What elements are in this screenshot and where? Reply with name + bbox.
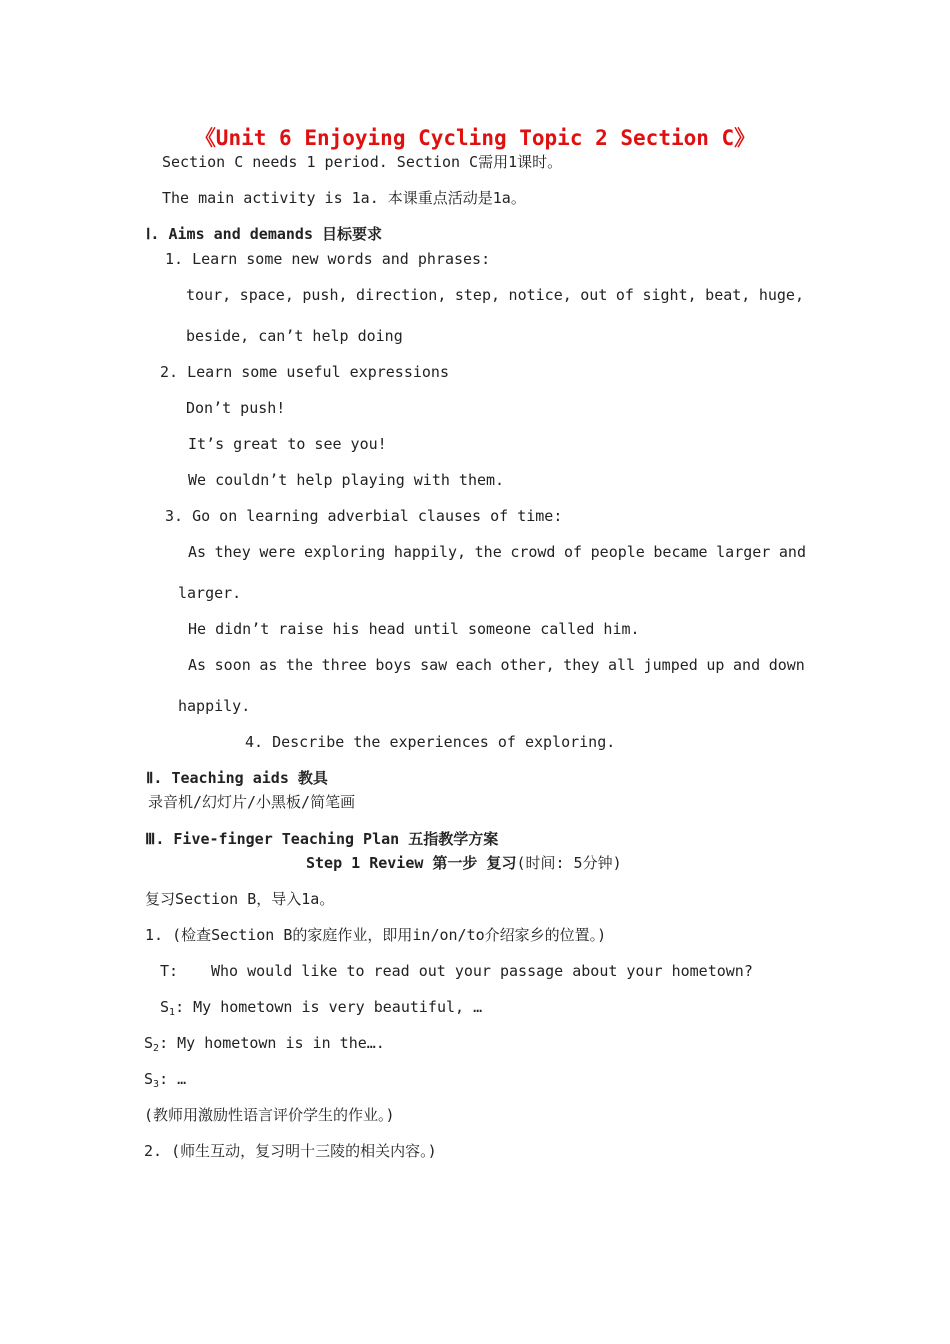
expression: We couldn’t help playing with them. xyxy=(188,471,505,489)
student-3-line: $S_3$: … xyxy=(144,1070,187,1090)
example-sentence-3 xyxy=(188,656,805,674)
word: huge, xyxy=(758,286,804,304)
word-list-continued: beside, can’t help doing xyxy=(186,327,403,345)
section-3-heading: Ⅲ. Five-finger Teaching Plan 五指教学方案 xyxy=(145,830,499,848)
word: the xyxy=(285,656,314,674)
section-1-heading: Ⅰ. Aims and demands 目标要求 xyxy=(146,225,383,243)
review-line: 复习Section B，导入1a。 xyxy=(145,890,335,908)
word: jumped xyxy=(643,656,698,674)
word: exploring xyxy=(304,543,386,561)
intro-main-activity: The main activity is 1a. 本课重点活动是1a。 xyxy=(162,189,526,207)
word: larger xyxy=(716,543,771,561)
word: out xyxy=(580,286,608,304)
intro-period: Section C needs 1 period. Section C需用1课时。 xyxy=(162,153,563,171)
procedure-2: 2. (师生互动，复习明十三陵的相关内容。) xyxy=(144,1142,437,1160)
word: down xyxy=(768,656,805,674)
word-list xyxy=(186,286,804,304)
step-heading xyxy=(306,854,622,872)
example-sentence-1-continued: larger. xyxy=(178,584,242,602)
word: became xyxy=(653,543,708,561)
word: as xyxy=(259,656,278,674)
student-2-line: $S_2$: My hometown is in the…. xyxy=(144,1034,385,1054)
word: they xyxy=(214,543,251,561)
student-1-line: $S_1$: My hometown is very beautiful, … xyxy=(160,998,483,1018)
teacher-line: Who would like to read out your passage about your hometown? xyxy=(211,962,753,980)
aim-item-2: 2. Learn some useful expressions xyxy=(160,363,449,381)
example-sentence-2: He didn’t raise his head until someone called him. xyxy=(188,620,640,638)
word: each xyxy=(455,656,492,674)
word: beat, xyxy=(705,286,751,304)
expression: Don’t push! xyxy=(186,399,286,417)
word: notice, xyxy=(508,286,572,304)
word: saw xyxy=(420,656,448,674)
section-2-heading: Ⅱ. Teaching aids 教具 xyxy=(146,769,328,787)
word: space, xyxy=(239,286,294,304)
word: step, xyxy=(454,286,501,304)
word: boys xyxy=(375,656,412,674)
word: and xyxy=(778,543,806,561)
example-sentence-1 xyxy=(188,543,806,561)
aim-item-1: 1. Learn some new words and phrases: xyxy=(165,250,491,268)
example-sentence-3-continued: happily. xyxy=(178,697,251,715)
teaching-aids-list: 录音机/幻灯片/小黑板/简笔画 xyxy=(148,793,356,811)
word: up xyxy=(706,656,725,674)
word: happily, xyxy=(393,543,467,561)
word: of xyxy=(615,286,634,304)
aim-item-3: 3. Go on learning adverbial clauses of time: xyxy=(165,507,563,525)
expression: It’s great to see you! xyxy=(188,435,387,453)
word: of xyxy=(564,543,583,561)
word: three xyxy=(321,656,367,674)
word: push, xyxy=(302,286,348,304)
word: As xyxy=(188,656,207,674)
word: the xyxy=(474,543,502,561)
word: other, xyxy=(500,656,555,674)
word: sight, xyxy=(642,286,697,304)
word: tour, xyxy=(186,286,232,304)
word: and xyxy=(733,656,761,674)
word: As xyxy=(188,543,207,561)
word: were xyxy=(259,543,296,561)
step-title: Step 1 Review 第一步 复习 xyxy=(306,854,517,872)
step-time: (时间: 5分钟) xyxy=(516,854,622,872)
word: direction, xyxy=(356,286,447,304)
procedure-1: 1. (检查Section B的家庭作业，即用in/on/to介绍家乡的位置。) xyxy=(145,926,607,944)
aim-item-4: 4. Describe the experiences of exploring. xyxy=(245,733,616,751)
teacher-label: T: xyxy=(160,962,179,980)
word: soon xyxy=(214,656,251,674)
evaluation-note: (教师用激励性语言评价学生的作业。) xyxy=(144,1106,395,1124)
word: people xyxy=(590,543,645,561)
word: all xyxy=(607,656,636,674)
word: crowd xyxy=(510,543,556,561)
page-title: 《Unit 6 Enjoying Cycling Topic 2 Section C》 xyxy=(194,126,756,150)
word: they xyxy=(563,656,600,674)
